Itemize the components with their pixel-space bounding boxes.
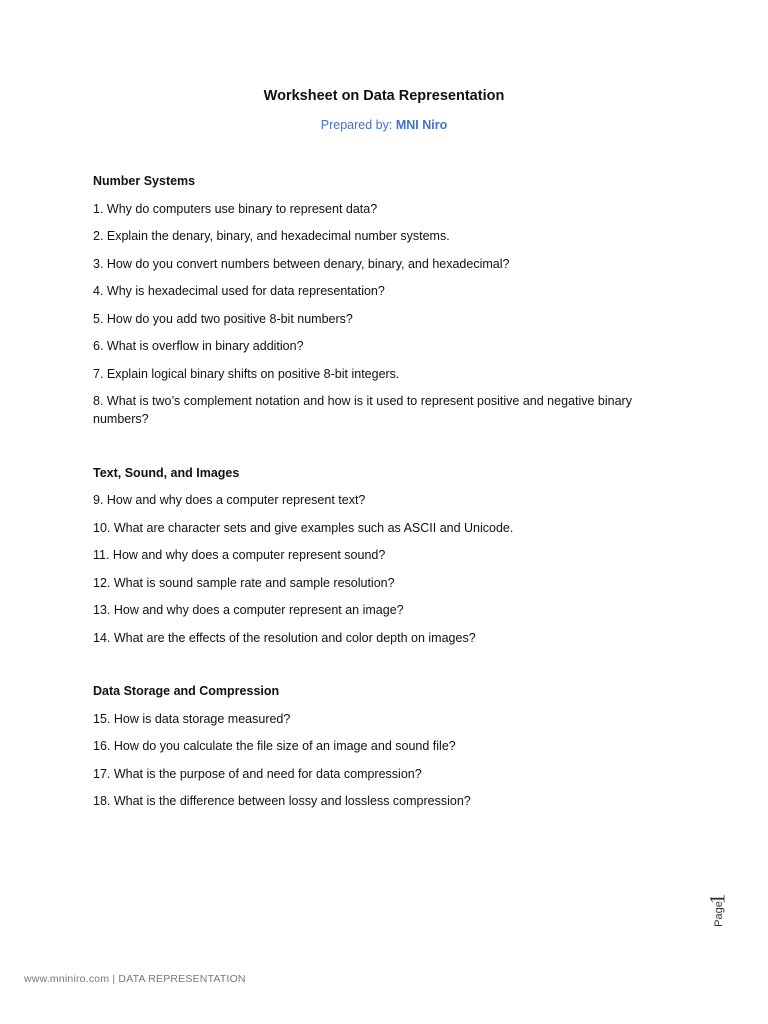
section-heading-number-systems: Number Systems: [93, 174, 196, 188]
section-spacer: [93, 656, 673, 682]
document-title: Worksheet on Data Representation: [263, 88, 505, 104]
prepared-by-label: Prepared by:: [320, 118, 393, 132]
question-item: 11. How and why does a computer represent sound?: [93, 548, 386, 562]
question-item: 10. What are character sets and give examples such as ASCII and Unicode.: [93, 520, 514, 535]
question-item: 16. How do you calculate the file size of an image and sound file?: [93, 739, 456, 753]
question-item: 4. Why is hexadecimal used for data representation?: [93, 284, 385, 298]
section-spacer: [93, 438, 673, 464]
question-item: 14. What are the effects of the resolution and color depth on images?: [93, 630, 476, 645]
question-item: 1. Why do computers use binary to represent data?: [93, 201, 378, 216]
question-item: 3. How do you convert numbers between denary, binary, and hexadecimal?: [93, 256, 510, 271]
question-item: 9. How and why does a computer represent text?: [93, 493, 366, 507]
worksheet-content: [93, 172, 673, 820]
question-item: 15. How is data storage measured?: [93, 711, 291, 726]
question-item: 6. What is overflow in binary addition?: [93, 339, 304, 353]
author-name: MNI Niro: [395, 118, 448, 132]
question-item: 18. What is the difference between lossy and lossless compression?: [93, 794, 471, 808]
question-item: 2. Explain the denary, binary, and hexadecimal number systems.: [93, 229, 450, 243]
question-item: 17. What is the purpose of and need for data compression?: [93, 766, 422, 781]
question-item: 7. Explain logical binary shifts on positive 8-bit integers.: [93, 366, 400, 381]
section-heading-text-sound-images: Text, Sound, and Images: [93, 465, 240, 480]
prepared-by-line: [0, 118, 768, 132]
question-item: 13. How and why does a computer represent an image?: [93, 603, 404, 617]
page-label: Page: [712, 901, 725, 927]
page-number-value: 1: [704, 893, 730, 905]
section-heading-data-storage: Data Storage and Compression: [93, 684, 280, 698]
question-item: 8. What is two’s complement notation and how is it used to represent positive and negative binary numbers?: [93, 394, 632, 426]
page-number: [704, 892, 742, 936]
page-footer: www.mniniro.com | DATA REPRESENTATION: [24, 973, 246, 985]
question-item: 5. How do you add two positive 8-bit numbers?: [93, 311, 353, 326]
question-item: 12. What is sound sample rate and sample resolution?: [93, 575, 395, 590]
